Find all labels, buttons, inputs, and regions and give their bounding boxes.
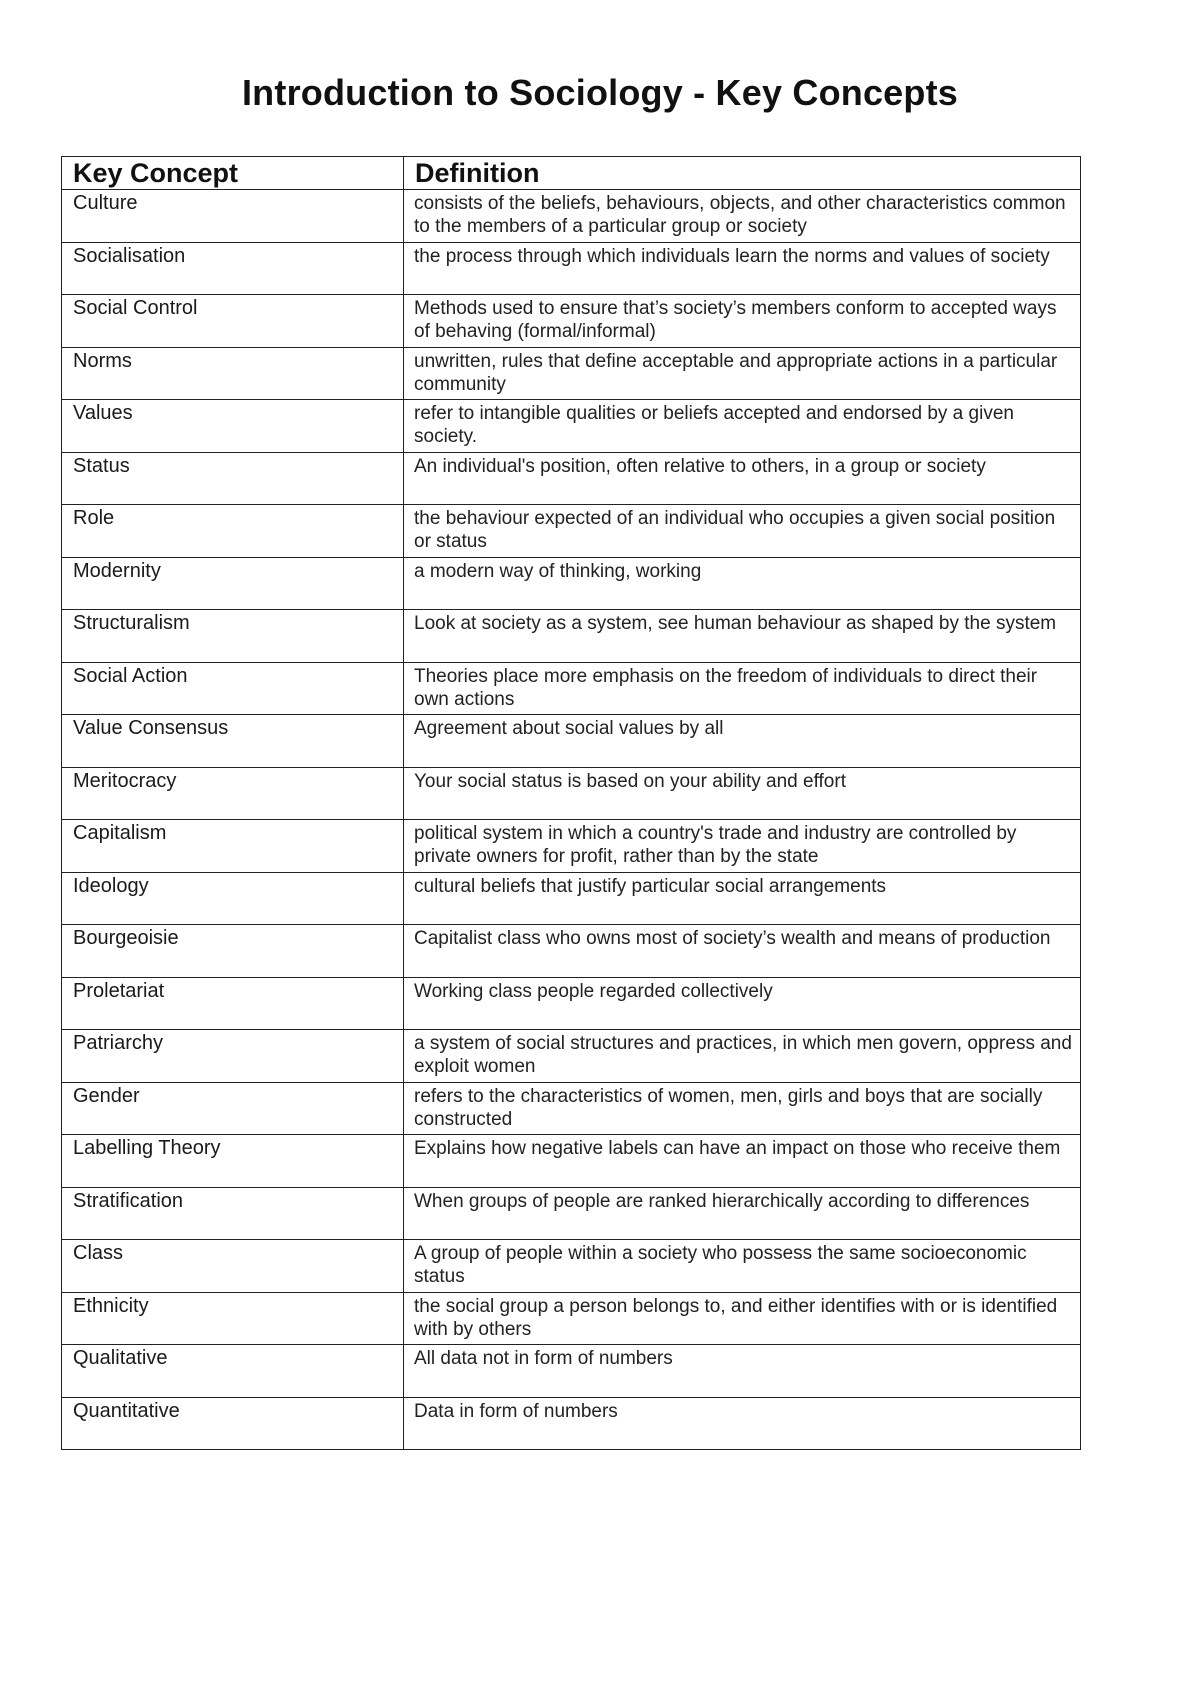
- definition-cell: consists of the beliefs, behaviours, objects, and other characteristics common to the members of a particular group or society: [404, 190, 1081, 243]
- table-row: [62, 610, 1081, 663]
- concept-cell: Ideology: [62, 872, 404, 925]
- definition-cell: a system of social structures and practices, in which men govern, oppress and exploit women: [404, 1030, 1081, 1083]
- page-title: Introduction to Sociology - Key Concepts: [241, 72, 958, 113]
- table-row: [62, 1240, 1081, 1293]
- definition-cell: a modern way of thinking, working: [404, 557, 1081, 610]
- column-header-key-concept: Key Concept: [62, 157, 404, 190]
- table-row: [62, 557, 1081, 610]
- definition-cell: Working class people regarded collectively: [404, 977, 1081, 1030]
- concept-cell: Stratification: [62, 1187, 404, 1240]
- concept-cell: Quantitative: [62, 1397, 404, 1450]
- concept-cell: Ethnicity: [62, 1292, 404, 1345]
- definition-cell: Data in form of numbers: [404, 1397, 1081, 1450]
- concept-cell: Patriarchy: [62, 1030, 404, 1083]
- table-row: [62, 767, 1081, 820]
- definition-cell: Explains how negative labels can have an impact on those who receive them: [404, 1135, 1081, 1188]
- definition-cell: An individual's position, often relative to others, in a group or society: [404, 452, 1081, 505]
- table-row: [62, 347, 1081, 400]
- table-row: [62, 190, 1081, 243]
- definition-cell: Capitalist class who owns most of society’s wealth and means of production: [404, 925, 1081, 978]
- table-row: [62, 872, 1081, 925]
- definition-cell: the behaviour expected of an individual who occupies a given social position or status: [404, 505, 1081, 558]
- table-row: [62, 400, 1081, 453]
- definition-cell: Agreement about social values by all: [404, 715, 1081, 768]
- definition-cell: Methods used to ensure that’s society’s members conform to accepted ways of behaving (formal/informal): [404, 295, 1081, 348]
- concept-cell: Labelling Theory: [62, 1135, 404, 1188]
- table-header-row: [62, 157, 1081, 190]
- table-row: [62, 1292, 1081, 1345]
- concept-cell: Qualitative: [62, 1345, 404, 1398]
- definition-cell: unwritten, rules that define acceptable and appropriate actions in a particular community: [404, 347, 1081, 400]
- definition-cell: the social group a person belongs to, and either identifies with or is identified with by others: [404, 1292, 1081, 1345]
- table-row: [62, 1187, 1081, 1240]
- concept-cell: Bourgeoisie: [62, 925, 404, 978]
- table-row: [62, 1082, 1081, 1135]
- concept-cell: Gender: [62, 1082, 404, 1135]
- definition-cell: refer to intangible qualities or beliefs accepted and endorsed by a given society.: [404, 400, 1081, 453]
- definition-cell: A group of people within a society who possess the same socioeconomic status: [404, 1240, 1081, 1293]
- concept-cell: Social Control: [62, 295, 404, 348]
- concept-cell: Value Consensus: [62, 715, 404, 768]
- table-row: [62, 1030, 1081, 1083]
- table-row: [62, 242, 1081, 295]
- column-header-definition: Definition: [404, 157, 1081, 190]
- table-row: [62, 1135, 1081, 1188]
- definition-cell: political system in which a country's trade and industry are controlled by private owners for profit, rather than by the state: [404, 820, 1081, 873]
- table-row: [62, 820, 1081, 873]
- concept-cell: Values: [62, 400, 404, 453]
- definition-cell: Theories place more emphasis on the freedom of individuals to direct their own actions: [404, 662, 1081, 715]
- table-row: [62, 452, 1081, 505]
- concept-cell: Social Action: [62, 662, 404, 715]
- concept-cell: Modernity: [62, 557, 404, 610]
- key-concepts-table: [61, 156, 1081, 1450]
- concept-cell: Meritocracy: [62, 767, 404, 820]
- concept-cell: Norms: [62, 347, 404, 400]
- definition-cell: Your social status is based on your ability and effort: [404, 767, 1081, 820]
- definition-cell: cultural beliefs that justify particular social arrangements: [404, 872, 1081, 925]
- definition-cell: All data not in form of numbers: [404, 1345, 1081, 1398]
- table-row: [62, 925, 1081, 978]
- definition-cell: Look at society as a system, see human behaviour as shaped by the system: [404, 610, 1081, 663]
- concept-cell: Capitalism: [62, 820, 404, 873]
- table-row: [62, 295, 1081, 348]
- table-row: [62, 1397, 1081, 1450]
- table-row: [62, 1345, 1081, 1398]
- concept-cell: Class: [62, 1240, 404, 1293]
- definition-cell: When groups of people are ranked hierarchically according to differences: [404, 1187, 1081, 1240]
- table-row: [62, 662, 1081, 715]
- concept-cell: Socialisation: [62, 242, 404, 295]
- concept-cell: Culture: [62, 190, 404, 243]
- definition-cell: refers to the characteristics of women, men, girls and boys that are socially constructed: [404, 1082, 1081, 1135]
- concept-cell: Proletariat: [62, 977, 404, 1030]
- concept-cell: Role: [62, 505, 404, 558]
- concept-cell: Structuralism: [62, 610, 404, 663]
- definition-cell: the process through which individuals learn the norms and values of society: [404, 242, 1081, 295]
- table-row: [62, 977, 1081, 1030]
- concept-cell: Status: [62, 452, 404, 505]
- table-row: [62, 715, 1081, 768]
- table-row: [62, 505, 1081, 558]
